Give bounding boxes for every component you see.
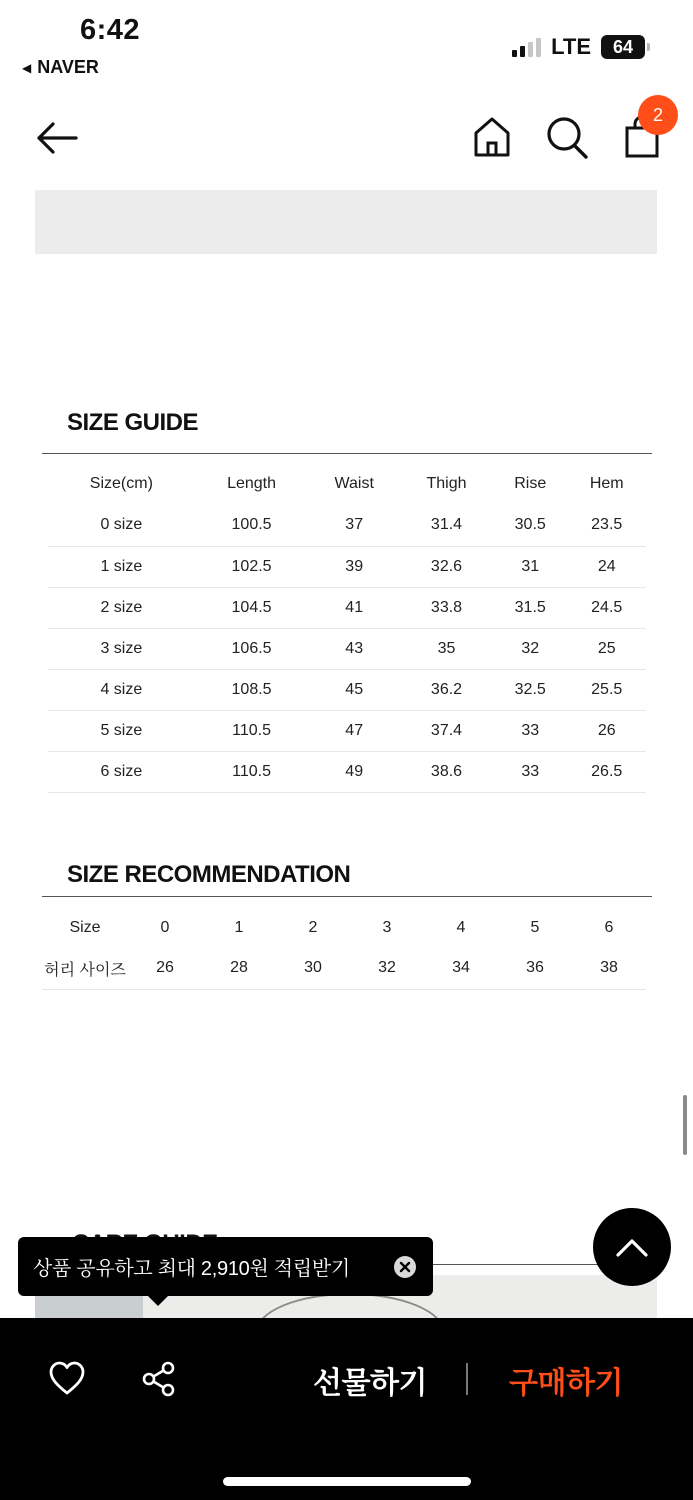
table-cell: 23.5 [567, 505, 646, 546]
table-cell: 38.6 [400, 751, 493, 792]
table-cell: 43 [308, 628, 400, 669]
table-cell: 108.5 [195, 669, 309, 710]
arrow-left-icon[interactable] [34, 115, 80, 161]
table-cell: 41 [308, 587, 400, 628]
table-cell: 100.5 [195, 505, 309, 546]
scrollbar[interactable] [683, 1095, 687, 1155]
table-cell: 35 [400, 628, 493, 669]
cart-count-badge[interactable]: 2 [638, 95, 678, 135]
close-icon[interactable] [393, 1255, 417, 1279]
table-cell: 32 [493, 628, 567, 669]
table-cell: 26 [567, 710, 646, 751]
table-cell: 49 [308, 751, 400, 792]
table-cell: 30.5 [493, 505, 567, 546]
chevron-up-icon [615, 1236, 649, 1258]
table-cell: 0 [160, 918, 170, 936]
size-recommendation-table [42, 907, 646, 990]
table-header-row [48, 463, 646, 505]
table-cell: 25 [567, 628, 646, 669]
gift-button[interactable]: 선물하기 [313, 1367, 427, 1400]
tooltip-text: 상품 공유하고 최대 2,910원 적립받기 [33, 1258, 350, 1280]
table-cell: 31.4 [400, 505, 493, 546]
size-guide-title: SIZE GUIDE [67, 409, 199, 436]
button-divider [466, 1363, 468, 1395]
column-header: Rise [514, 475, 547, 492]
buy-button[interactable]: 구매하기 [509, 1367, 623, 1400]
table-cell: 102.5 [195, 546, 309, 587]
battery-icon [601, 35, 645, 59]
table-cell: 32.6 [400, 546, 493, 587]
table-cell: 31.5 [493, 587, 567, 628]
table-cell: 4 [456, 918, 466, 936]
heart-icon[interactable] [48, 1360, 86, 1396]
table-row [48, 628, 646, 669]
size-guide-table [48, 463, 646, 793]
table-cell: 5 [530, 918, 540, 936]
network-label: LTE [551, 34, 591, 59]
table-cell: 2 size [48, 587, 195, 628]
table-cell: 3 size [48, 628, 195, 669]
column-header: Size(cm) [89, 475, 153, 492]
table-row [48, 505, 646, 546]
size-guide-divider [42, 453, 652, 454]
banner-placeholder [35, 190, 657, 254]
table-cell: 32 [350, 948, 424, 989]
back-app-label: NAVER [37, 57, 99, 77]
table-cell: 39 [308, 546, 400, 587]
table-cell: 6 size [48, 751, 195, 792]
column-header: Length [227, 475, 276, 492]
column-header: Waist [334, 475, 374, 492]
status-time: 6:42 [80, 14, 141, 46]
back-to-app-link[interactable] [22, 57, 99, 78]
tooltip-pointer [147, 1295, 169, 1306]
table-row [48, 546, 646, 587]
table-cell: 104.5 [195, 587, 309, 628]
table-row [48, 669, 646, 710]
table-cell: 33 [493, 751, 567, 792]
table-cell: 4 size [48, 669, 195, 710]
table-cell: 32.5 [493, 669, 567, 710]
battery-level: 64 [612, 36, 634, 57]
table-cell: 33 [493, 710, 567, 751]
table-cell: 37 [308, 505, 400, 546]
scroll-to-top-button[interactable] [593, 1208, 671, 1286]
home-indicator[interactable] [223, 1477, 471, 1486]
table-cell: 47 [308, 710, 400, 751]
share-reward-tooltip[interactable] [18, 1237, 433, 1296]
table-cell: 1 size [48, 546, 195, 587]
table-cell: 31 [493, 546, 567, 587]
table-row [42, 948, 646, 989]
table-cell: 25.5 [567, 669, 646, 710]
table-cell: 24.5 [567, 587, 646, 628]
table-cell: 26 [128, 948, 202, 989]
table-cell: 2 [308, 918, 318, 936]
status-indicators [512, 34, 645, 60]
row-label: 허리 사이즈 [42, 948, 128, 989]
share-icon[interactable] [140, 1360, 178, 1398]
column-header: Thigh [426, 475, 467, 492]
table-row [48, 710, 646, 751]
table-cell: 36.2 [400, 669, 493, 710]
table-cell: 34 [424, 948, 498, 989]
table-cell: 5 size [48, 710, 195, 751]
table-row [48, 751, 646, 792]
table-cell: 24 [567, 546, 646, 587]
table-cell: 110.5 [195, 751, 309, 792]
table-cell: 106.5 [195, 628, 309, 669]
table-cell: 38 [572, 948, 646, 989]
table-row [42, 907, 646, 948]
table-cell: 0 size [48, 505, 195, 546]
table-cell: 45 [308, 669, 400, 710]
signal-icon [512, 37, 541, 57]
size-recommendation-title: SIZE RECOMMENDATION [67, 861, 351, 888]
table-cell: 30 [276, 948, 350, 989]
row-label: Size [69, 918, 101, 936]
table-cell: 37.4 [400, 710, 493, 751]
table-cell: 110.5 [195, 710, 309, 751]
size-recommendation-divider [42, 896, 652, 897]
table-cell: 33.8 [400, 587, 493, 628]
table-cell: 1 [234, 918, 244, 936]
search-icon[interactable] [545, 114, 589, 160]
table-cell: 26.5 [567, 751, 646, 792]
table-cell: 36 [498, 948, 572, 989]
table-cell: 28 [202, 948, 276, 989]
home-icon[interactable] [472, 115, 512, 159]
back-triangle-icon: ◀ [22, 60, 32, 75]
table-row [48, 587, 646, 628]
column-header: Hem [589, 475, 624, 492]
table-cell: 3 [382, 918, 392, 936]
table-cell: 6 [604, 918, 614, 936]
